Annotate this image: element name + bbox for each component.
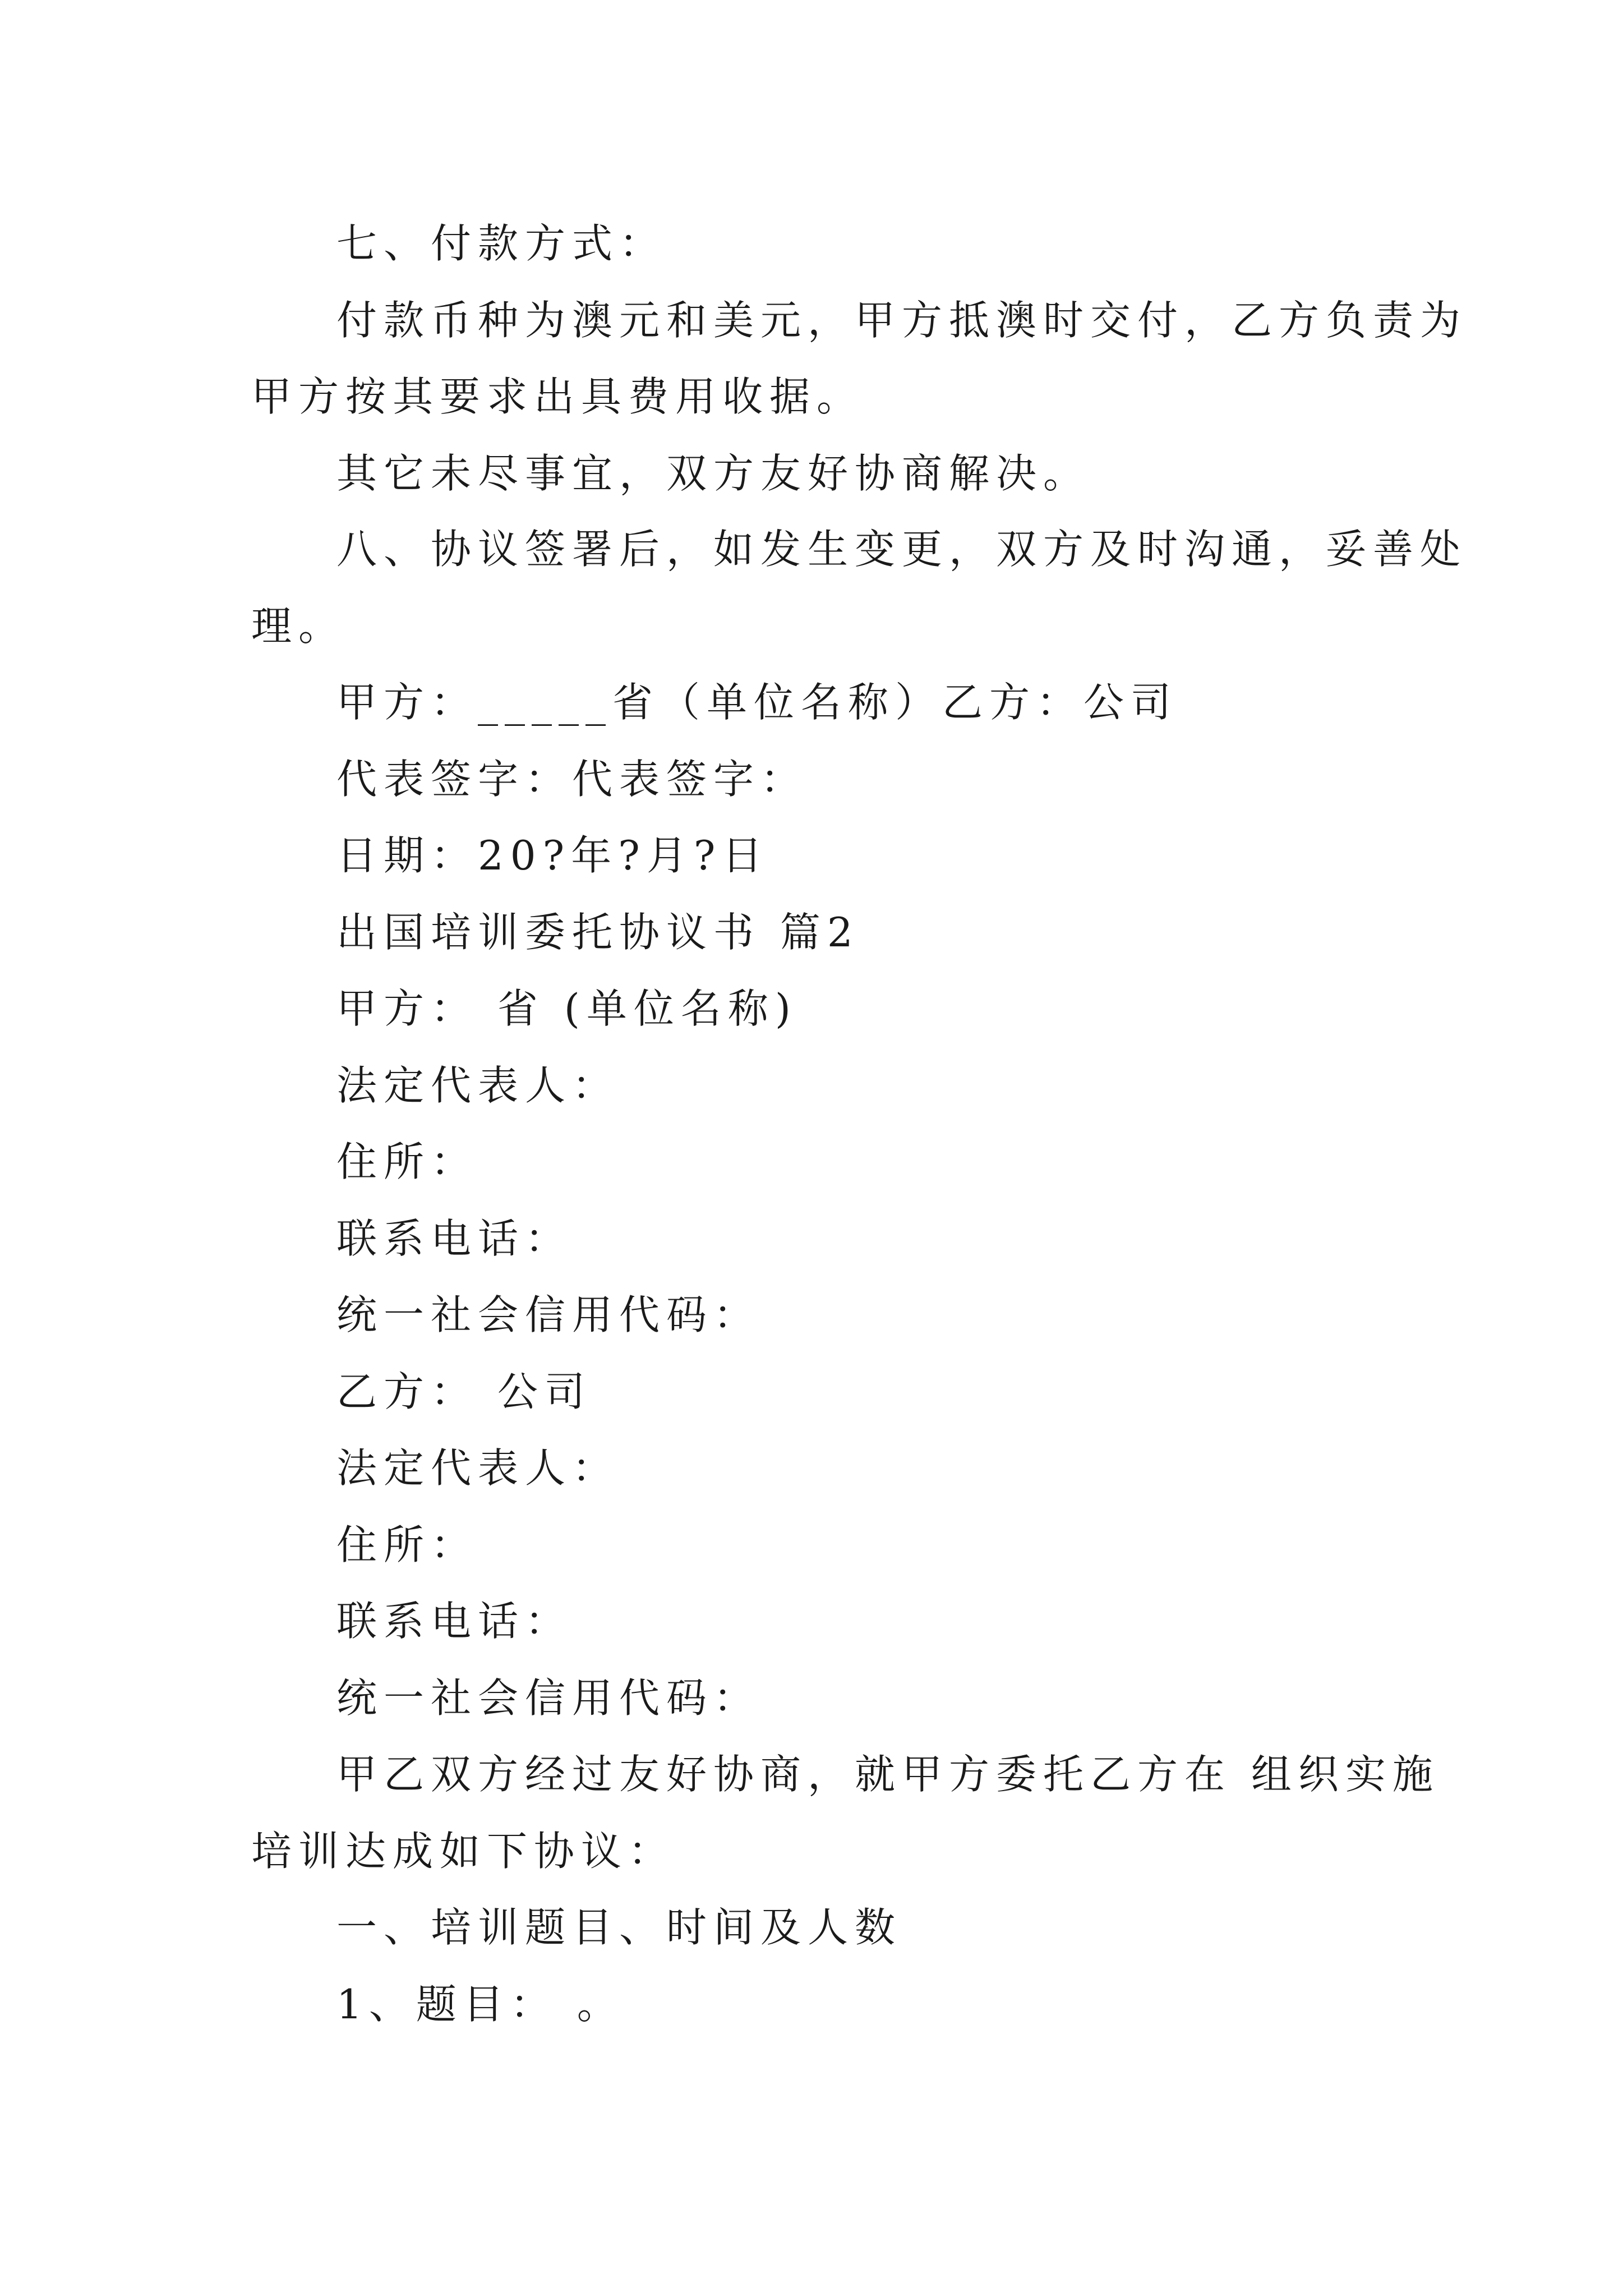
party-b-legal-representative: 法定代表人： (336, 1444, 620, 1492)
intro-paragraph-line1: 甲乙双方经过友好协商，就甲方委托乙方在 组织实施 (336, 1751, 1440, 1798)
party-a-phone: 联系电话： (336, 1215, 573, 1262)
section8-line2: 理。 (251, 602, 346, 650)
payment-paragraph-line2: 甲方按其要求出具费用收据。 (251, 373, 864, 420)
party-b-credit-code: 统一社会信用代码： (336, 1674, 761, 1722)
party-a-address: 住所： (336, 1138, 478, 1185)
other-matters-paragraph: 其它未尽事宜，双方友好协商解决。 (336, 450, 1091, 497)
part2-title: 出国培训委托协议书 篇2 (336, 909, 860, 956)
party-a-legal-representative: 法定代表人： (336, 1062, 620, 1109)
date-line: 日期：20?年?月?日 (336, 832, 769, 879)
section8-line1: 八、协议签署后，如发生变更，双方及时沟通，妥善处 (336, 526, 1468, 573)
item1-title: 1、题目： 。 (336, 1981, 624, 2028)
party-b-phone: 联系电话： (336, 1598, 573, 1645)
representative-signature-line: 代表签字：代表签字： (336, 756, 808, 803)
party-a-line: 甲方： 省 (单位名称) (336, 985, 797, 1032)
parties-signature-line: 甲方：_____省（单位名称）乙方：公司 (336, 679, 1178, 726)
party-b-address: 住所： (336, 1521, 478, 1568)
party-b-line: 乙方： 公司 (336, 1368, 592, 1415)
section1-heading: 一、培训题目、时间及人数 (336, 1904, 902, 1951)
intro-paragraph-line2: 培训达成如下协议： (251, 1828, 676, 1875)
section7-heading: 七、付款方式： (336, 220, 667, 267)
party-a-credit-code: 统一社会信用代码： (336, 1291, 761, 1338)
payment-paragraph-line1: 付款币种为澳元和美元，甲方抵澳时交付，乙方负责为 (336, 297, 1468, 344)
